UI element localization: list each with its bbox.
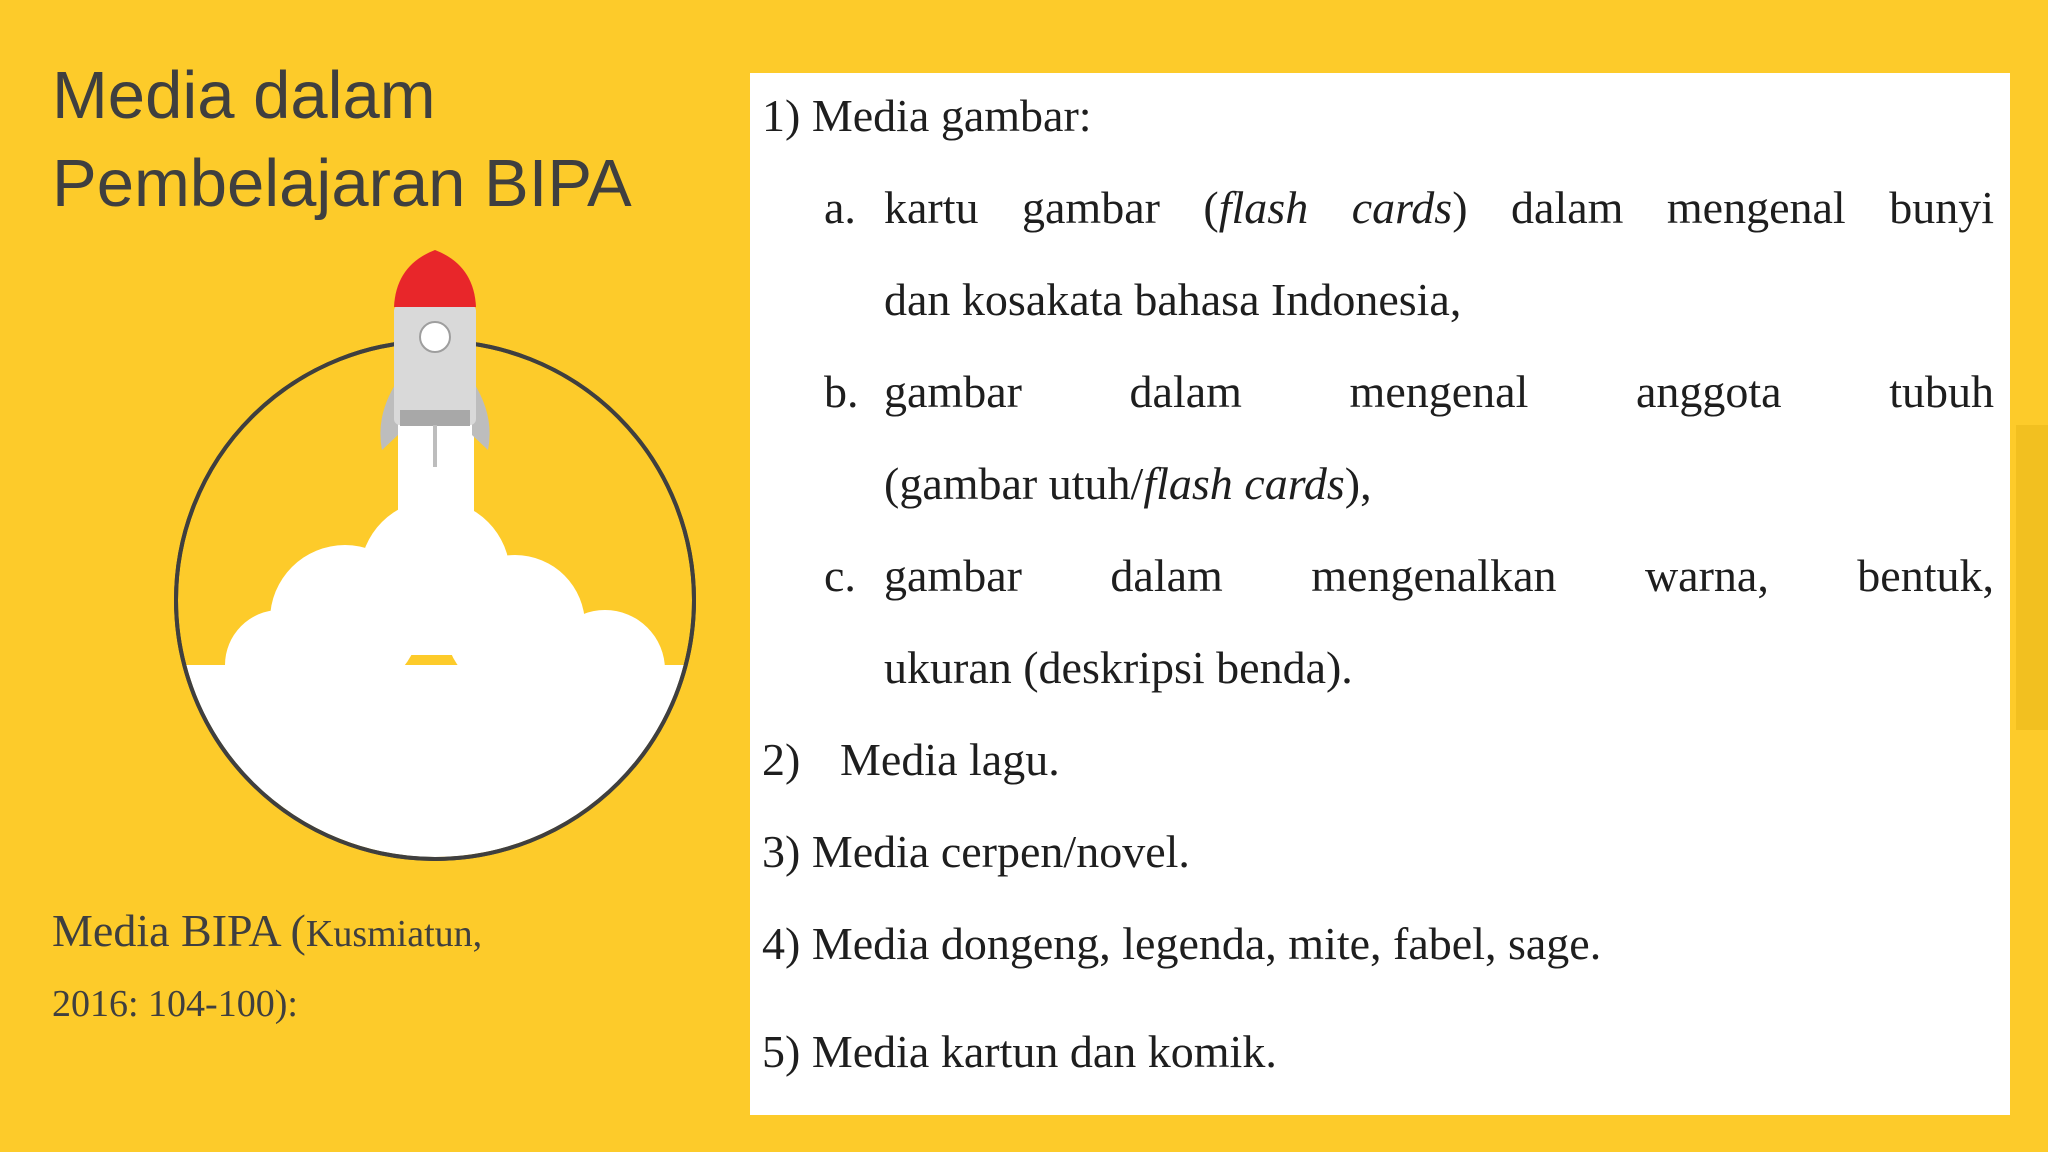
list-item-1-label: Media gambar: [811,90,1092,141]
sub-item-a-text-1 [884,181,1994,234]
rocket-launch-illustration [170,245,710,865]
cloud-group [170,415,710,865]
list-item-1 [762,89,1092,142]
sub-item-b-text-1: gambar dalam mengenal anggota tubuh [884,366,1994,417]
list-item-3-label: Media cerpen/novel. [811,826,1190,877]
sub-item-b-text-2-pre: (gambar utuh/ [884,458,1144,509]
sub-item-b-text-2-italic: flash cards [1143,458,1345,509]
sub-item-b-letter: b. [824,366,859,417]
list-item-3 [762,825,1190,878]
sub-item-a-letter: a. [824,182,856,233]
rocket-nose [394,250,476,307]
title-line-2: Pembelajaran BIPA [52,146,632,221]
sub-item-a-text-1-italic: flash cards [1218,182,1453,233]
list-item-5-label: Media kartun dan komik. [811,1026,1277,1077]
rocket-window [420,322,450,352]
sub-item-a-text-1-pre: kartu gambar ( [884,182,1219,233]
list-item-5 [762,1025,1277,1078]
caption-part-1: Media BIPA ( [52,905,306,956]
rocket-nozzle-line [433,425,437,467]
list-item-3-number: 3) [762,826,801,877]
slide-title [52,52,732,228]
list-item-2 [762,733,1060,786]
rocket-base-band [400,410,470,426]
sub-item-c-letter: c. [824,550,856,601]
sub-item-a-text-2: dan kosakata bahasa Indonesia, [884,274,1462,325]
sub-item-b-text-2-post: ), [1344,458,1372,509]
sub-item-a-text-1-post: ) dalam mengenal bunyi [1452,182,1994,233]
list-item-4 [762,917,1601,970]
list-item-2-number: 2) [762,734,801,785]
list-item-2-label: Media lagu. [840,734,1060,785]
title-line-1: Media dalam [52,58,436,133]
caption-part-2: Kusmiatun, [305,913,483,955]
content-box [750,73,2010,1115]
list-item-4-label: Media dongeng, legenda, mite, fabel, sage. [811,918,1602,969]
cloud-base [170,665,710,865]
source-caption [52,900,652,1043]
list-item-4-number: 4) [762,918,801,969]
list-item-1-number: 1) [762,90,801,141]
edge-tab [2016,425,2048,730]
list-item-5-number: 5) [762,1026,801,1077]
sub-item-c-text-2: ukuran (deskripsi benda). [884,642,1353,693]
caption-line-2: 2016: 104-100): [52,983,298,1025]
rocket [380,250,489,467]
sub-item-c-text-1: gambar dalam mengenalkan warna, bentuk, [884,550,1994,601]
sub-item-b-text-2 [884,457,1994,510]
